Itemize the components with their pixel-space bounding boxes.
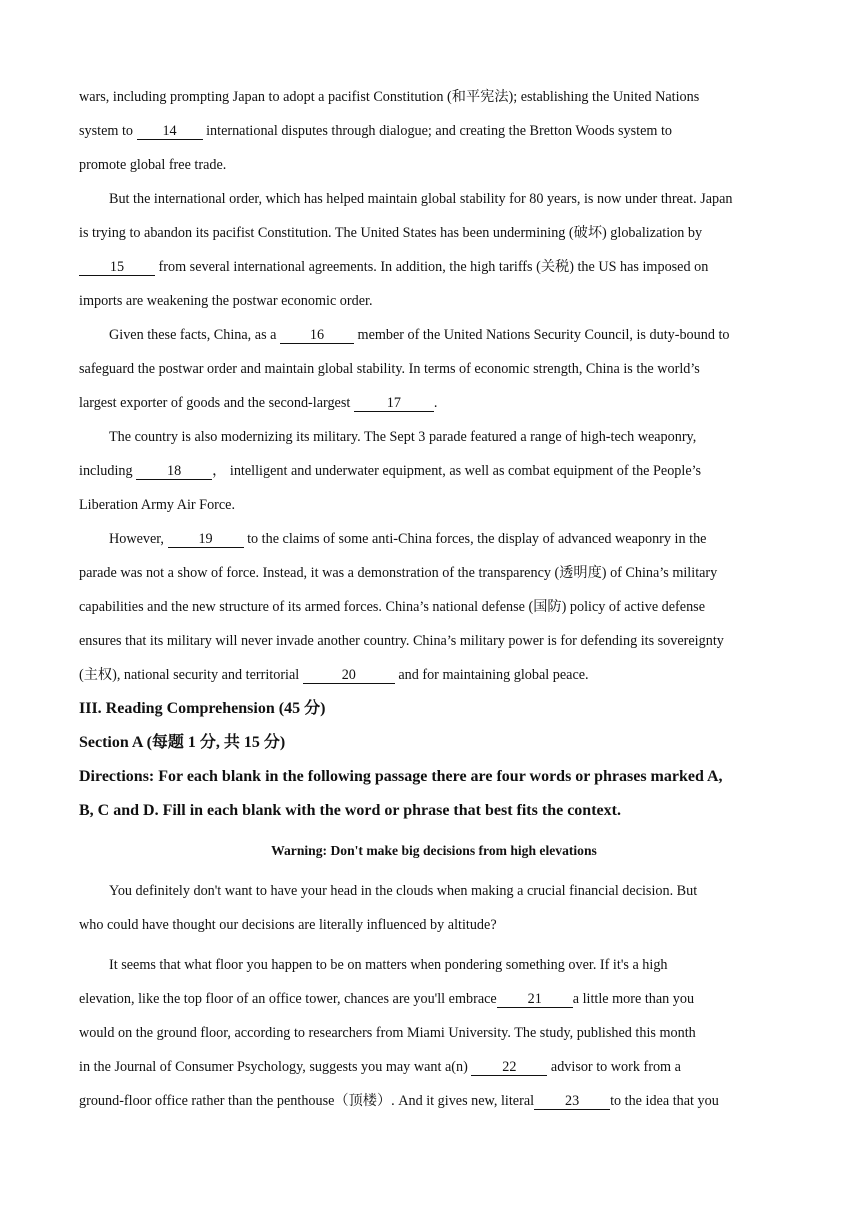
text: ensures that its military will never invade another country. China’s military power is for defending its sovereignty <box>79 633 724 649</box>
text: The country is also modernizing its military. The Sept 3 parade featured a range of high-tech weaponry, <box>109 429 697 445</box>
text: largest exporter of goods and the second-largest <box>79 395 354 411</box>
blank-14[interactable]: 14 <box>137 124 203 140</box>
text-line <box>79 990 694 1008</box>
text-line <box>79 598 705 616</box>
passage-title: Warning: Don't make big decisions from high elevations <box>271 843 597 858</box>
text: to the claims of some anti-China forces, the display of advanced weaponry in the <box>243 531 707 547</box>
text: and for maintaining global peace. <box>394 667 589 683</box>
text: ， intelligent and underwater equipment, as well as combat equipment of the People’s <box>212 463 702 479</box>
section-heading: III. Reading Comprehension (45 分) <box>79 700 326 717</box>
text-line <box>109 190 733 208</box>
text: You definitely don't want to have your head in the clouds when making a crucial financial decision. But <box>109 883 698 899</box>
text: wars, including prompting Japan to adopt a pacifist Constitution (和平宪法); establishing the United Nations <box>79 89 700 105</box>
text: Liberation Army Air Force. <box>79 497 236 513</box>
text: But the international order, which has helped maintain global stability for 80 years, is now under threat. Japan <box>109 191 733 207</box>
text: (主权), national security and territorial <box>79 667 303 683</box>
directions-line: Directions: For each blank in the following passage there are four words or phrases marked A, <box>79 768 723 785</box>
text: It seems that what floor you happen to be on matters when pondering something over. If it's a high <box>109 957 668 973</box>
text-line <box>79 666 589 684</box>
text-line <box>109 428 696 446</box>
text: Given these facts, China, as a <box>109 327 280 343</box>
text: capabilities and the new structure of its armed forces. China’s national defense (国防) policy of active defense <box>79 599 705 615</box>
text: . <box>433 395 438 411</box>
text: advisor to work from a <box>547 1059 681 1075</box>
text-line <box>79 1092 719 1110</box>
text-line <box>79 292 373 310</box>
text: safeguard the postwar order and maintain global stability. In terms of economic strength, China is the world’s <box>79 361 700 377</box>
text-line <box>79 1058 681 1076</box>
text-line <box>79 224 702 242</box>
blank-21[interactable]: 21 <box>497 992 573 1008</box>
text-line <box>79 88 699 106</box>
text: ground-floor office rather than the penthouse（顶楼）. And it gives new, literal <box>79 1093 535 1109</box>
text-line <box>79 564 717 582</box>
text: from several international agreements. In addition, the high tariffs (关税) the US has imposed on <box>155 259 709 275</box>
text: parade was not a show of force. Instead, it was a demonstration of the transparency (透明度) of China’s military <box>79 565 718 581</box>
text: However, <box>109 531 168 547</box>
text-line <box>79 394 437 412</box>
text: imports are weakening the postwar economic order. <box>79 293 373 309</box>
blank-16[interactable]: 16 <box>280 328 354 344</box>
text: elevation, like the top floor of an office tower, chances are you'll embrace <box>79 991 497 1007</box>
text-line <box>79 122 672 140</box>
text-line <box>79 496 235 514</box>
text: a little more than you <box>572 991 695 1007</box>
text-line <box>109 882 697 900</box>
text-line <box>79 632 724 650</box>
text: international disputes through dialogue; and creating the Bretton Woods system to <box>202 123 673 139</box>
text-line <box>79 462 701 480</box>
text-line <box>109 530 706 548</box>
text: who could have thought our decisions are literally influenced by altitude? <box>79 917 497 933</box>
text: in the Journal of Consumer Psychology, suggests you may want a(n) <box>79 1059 472 1075</box>
section-subheading: Section A (每题 1 分, 共 15 分) <box>79 734 286 751</box>
text-line <box>79 916 497 934</box>
blank-18[interactable]: 18 <box>136 464 212 480</box>
text-line <box>79 360 700 378</box>
directions-line: B, C and D. Fill in each blank with the word or phrase that best fits the context. <box>79 802 621 819</box>
text-line <box>109 956 668 974</box>
blank-17[interactable]: 17 <box>354 396 434 412</box>
blank-23[interactable]: 23 <box>534 1094 610 1110</box>
text: including <box>79 463 137 479</box>
text: promote global free trade. <box>79 157 227 173</box>
text: member of the United Nations Security Council, is duty-bound to <box>353 327 730 343</box>
text-line <box>79 156 226 174</box>
text-line <box>79 258 708 276</box>
blank-20[interactable]: 20 <box>303 668 395 684</box>
blank-22[interactable]: 22 <box>471 1060 547 1076</box>
blank-15[interactable]: 15 <box>79 260 155 276</box>
text: is trying to abandon its pacifist Constitution. The United States has been undermining (破坏) globalization by <box>79 225 703 241</box>
text: to the idea that you <box>610 1093 719 1109</box>
text: system to <box>79 123 137 139</box>
text-line <box>79 1024 696 1042</box>
text: would on the ground floor, according to researchers from Miami University. The study, published this month <box>79 1025 696 1041</box>
blank-19[interactable]: 19 <box>168 532 244 548</box>
text-line <box>109 326 730 344</box>
